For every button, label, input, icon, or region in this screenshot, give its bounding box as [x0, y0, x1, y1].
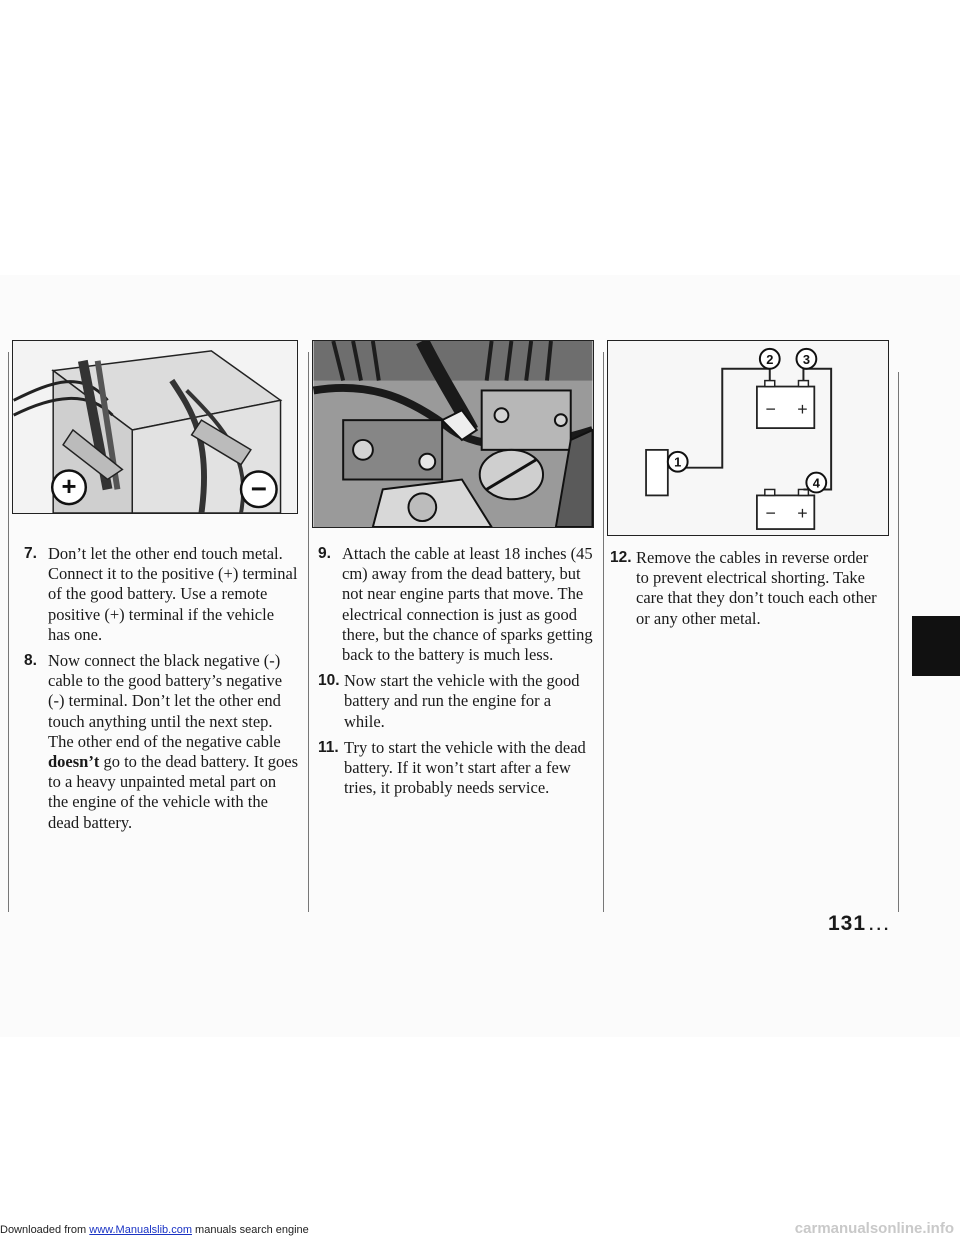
svg-text:2: 2	[766, 351, 774, 367]
callout-4-icon	[806, 473, 826, 493]
dead-battery-icon	[757, 489, 814, 529]
column-left	[24, 544, 300, 839]
step-text: Now connect the black negative (-) cable to the good battery’s negative (-) terminal. Don’t let the other end touch anything until the next step. The other end of the negative cable	[48, 651, 283, 751]
positive-terminal-icon	[52, 470, 86, 504]
callout-3-icon	[797, 349, 817, 369]
page-dots: ...	[869, 917, 892, 934]
emphasis-text: doesn’t	[48, 752, 100, 772]
step-number: 8.	[24, 652, 37, 670]
svg-text:−: −	[765, 399, 776, 420]
step-12	[610, 548, 882, 629]
svg-text:4: 4	[812, 475, 820, 491]
jumper-clamp-illustration	[12, 340, 298, 514]
step-text: Now start the vehicle with the good battery and run the engine for a while.	[344, 671, 580, 731]
cable-order-diagram	[607, 340, 889, 536]
step-7	[24, 544, 300, 645]
svg-text:+: +	[797, 399, 808, 420]
svg-text:3: 3	[802, 351, 810, 367]
svg-text:−: −	[250, 473, 267, 505]
step-number: 10.	[318, 672, 340, 690]
step-text: Remove the cables in reverse order to prevent electrical shorting. Take care that they don’t touch each other or any other metal.	[636, 548, 877, 628]
step-text: Don’t let the other end touch metal. Connect it to the positive (+) terminal of the good battery. Use a remote positive (+) terminal if the vehicle has one.	[48, 544, 298, 644]
download-prefix: Downloaded from	[0, 1224, 90, 1236]
manualslib-link[interactable]: www.Manualslib.com	[89, 1224, 192, 1236]
callout-2-icon	[760, 349, 780, 369]
download-source-line	[0, 1224, 309, 1236]
column-right	[610, 548, 882, 635]
step-8	[24, 651, 300, 833]
column-rule-left	[8, 352, 9, 912]
step-9	[318, 544, 594, 665]
download-suffix: manuals search engine	[191, 1224, 309, 1236]
site-watermark: carmanualsonline.info	[794, 1220, 954, 1237]
column-rule-mid	[308, 352, 309, 912]
step-number: 7.	[24, 545, 37, 562]
svg-text:−: −	[765, 503, 776, 524]
step-number: 9.	[318, 545, 331, 562]
step-number: 12.	[610, 549, 632, 566]
svg-text:+: +	[61, 473, 77, 502]
step-text: Attach the cable at least 18 inches (45 cm) away from the dead battery, but not near engine parts that move. The electrical connection is just as good there, but the chance of sparks getting back to the battery is much less.	[342, 544, 593, 665]
good-battery-icon	[757, 381, 814, 429]
step-10	[318, 671, 594, 732]
negative-terminal-icon	[241, 471, 277, 507]
step-11	[318, 738, 594, 799]
callout-1-icon	[668, 452, 688, 472]
section-tab-marker	[912, 616, 960, 676]
engine-block-icon	[646, 450, 668, 496]
step-text: go to the dead battery. It goes to a heavy unpainted metal part on the engine of the vehicle with the dead battery.	[48, 752, 299, 832]
svg-text:+: +	[797, 503, 808, 524]
column-rule-right	[603, 352, 604, 912]
page-number: 131	[828, 912, 867, 935]
step-text: Try to start the vehicle with the dead battery. If it won’t start after a few tries, it probably needs service.	[344, 737, 586, 798]
engine-ground-illustration	[312, 340, 594, 528]
column-rule-edge	[898, 372, 899, 912]
step-number: 11.	[318, 738, 339, 756]
svg-text:1: 1	[674, 454, 682, 470]
column-middle	[318, 544, 594, 804]
